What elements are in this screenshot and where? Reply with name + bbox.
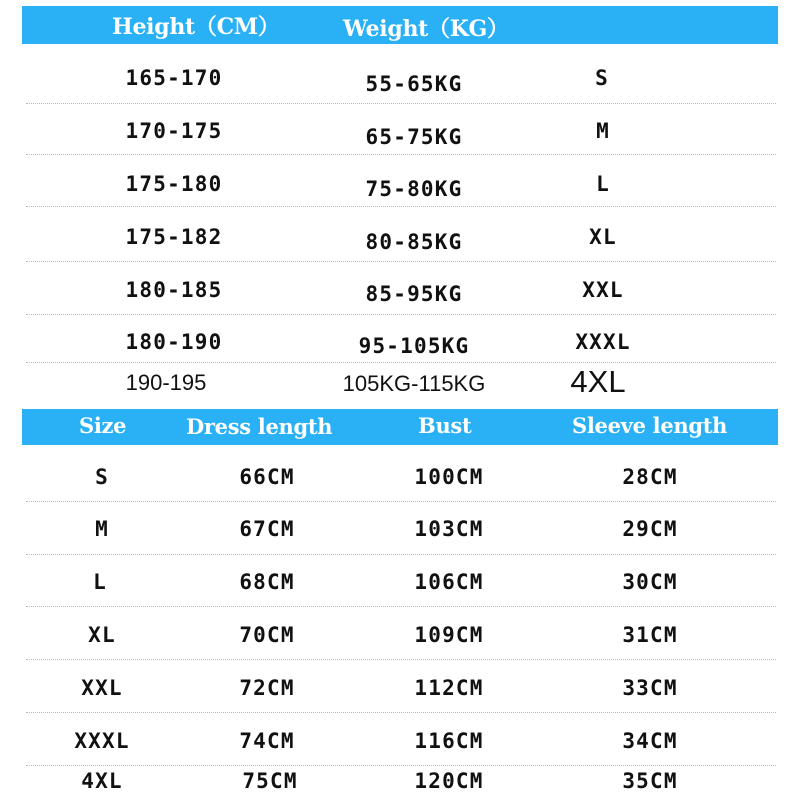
sleeve-length-cell: 31CM	[622, 623, 678, 647]
row-separator	[26, 362, 776, 363]
size-cell: L	[596, 172, 610, 196]
table-row	[0, 225, 800, 265]
sleeve-length-cell: 33CM	[622, 676, 678, 700]
weight-cell: 55-65KG	[365, 72, 463, 96]
size-cell: M	[95, 517, 109, 541]
row-separator	[26, 554, 776, 555]
size-cell: 4XL	[81, 769, 123, 793]
weight-cell: 75-80KG	[365, 177, 463, 201]
sleeve-length-cell: 29CM	[622, 517, 678, 541]
height-cell: 190-195	[125, 370, 207, 395]
table-row	[0, 570, 800, 610]
row-separator	[26, 659, 776, 660]
dress-length-cell: 70CM	[239, 623, 295, 647]
dress-length-cell: 74CM	[239, 729, 295, 753]
header-bust: Bust	[418, 413, 472, 438]
bust-cell: 103CM	[414, 517, 484, 541]
size-cell: XXL	[582, 278, 624, 302]
table-row	[0, 465, 800, 505]
size-cell: S	[95, 465, 109, 489]
row-separator	[26, 206, 776, 207]
height-cell: 165-170	[125, 66, 223, 90]
height-cell: 175-180	[125, 172, 223, 196]
table-row	[0, 364, 800, 410]
header-size: Size	[79, 413, 127, 438]
table-row	[0, 330, 800, 370]
table-row	[0, 623, 800, 663]
weight-cell: 65-75KG	[365, 125, 463, 149]
table-row	[0, 66, 800, 106]
weight-cell: 80-85KG	[365, 230, 463, 254]
sleeve-length-cell: 30CM	[622, 570, 678, 594]
size-cell: M	[596, 119, 610, 143]
sleeve-length-cell: 28CM	[622, 465, 678, 489]
weight-cell: 95-105KG	[358, 334, 470, 358]
dress-length-cell: 75CM	[242, 769, 298, 793]
bust-cell: 109CM	[414, 623, 484, 647]
row-separator	[26, 103, 776, 104]
header-sleeve-length: Sleeve length	[572, 413, 728, 438]
table-row	[0, 769, 800, 809]
size-cell: 4XL	[570, 364, 626, 399]
table-row	[0, 729, 800, 769]
size-cell: XXL	[81, 676, 123, 700]
row-separator	[26, 154, 776, 155]
header-weight: Weight（KG）	[343, 16, 509, 42]
bust-cell: 120CM	[414, 769, 484, 793]
height-cell: 180-185	[125, 278, 223, 302]
height-cell: 180-190	[125, 330, 223, 354]
row-separator	[26, 314, 776, 315]
header-dress-length: Dress length	[186, 414, 333, 439]
weight-cell: 105KG-115KG	[342, 371, 486, 396]
row-separator	[26, 765, 776, 766]
size-cell: XL	[589, 225, 617, 249]
table-row	[0, 119, 800, 159]
row-separator	[26, 261, 776, 262]
height-cell: 175-182	[125, 225, 223, 249]
row-separator	[26, 501, 776, 502]
size-cell: S	[595, 66, 609, 90]
sleeve-length-cell: 34CM	[622, 729, 678, 753]
bust-cell: 106CM	[414, 570, 484, 594]
table-row	[0, 517, 800, 557]
row-separator	[26, 712, 776, 713]
size-cell: XXXL	[74, 729, 130, 753]
size-cell: XXXL	[575, 330, 631, 354]
size-cell: XL	[88, 623, 116, 647]
dress-length-cell: 66CM	[239, 465, 295, 489]
dress-length-cell: 68CM	[239, 570, 295, 594]
height-cell: 170-175	[125, 119, 223, 143]
header-height: Height（CM）	[112, 14, 280, 40]
dress-length-cell: 67CM	[239, 517, 295, 541]
bust-cell: 116CM	[414, 729, 484, 753]
row-separator	[26, 606, 776, 607]
dress-length-cell: 72CM	[239, 676, 295, 700]
table-row	[0, 278, 800, 318]
weight-cell: 85-95KG	[365, 282, 463, 306]
bust-cell: 112CM	[414, 676, 484, 700]
table-row	[0, 676, 800, 716]
size-cell: L	[93, 570, 107, 594]
bust-cell: 100CM	[414, 465, 484, 489]
sleeve-length-cell: 35CM	[622, 769, 678, 793]
